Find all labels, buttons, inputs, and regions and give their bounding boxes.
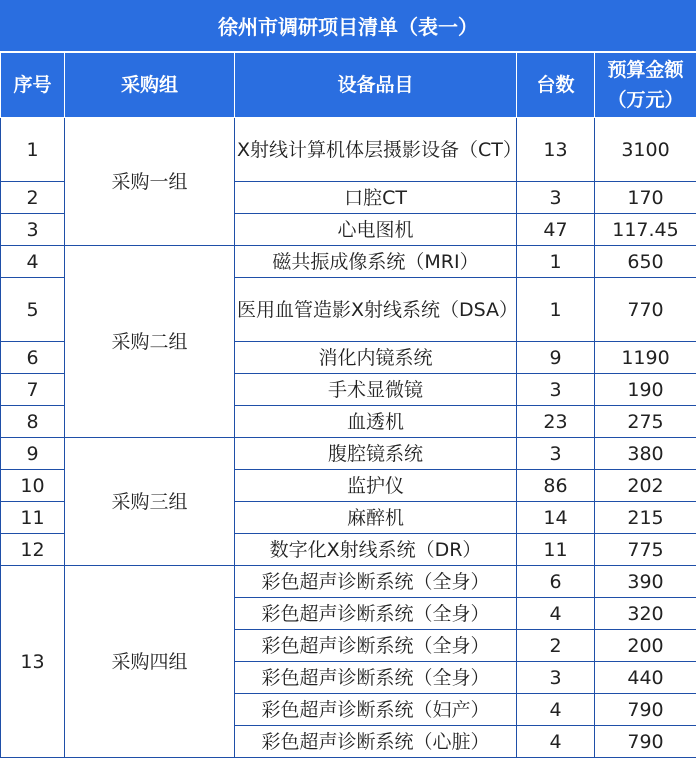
row-item: 医用血管造影X射线系统（DSA）	[235, 278, 517, 342]
row-count: 1	[517, 278, 595, 342]
row-budget: 790	[595, 726, 696, 758]
row-item: 彩色超声诊断系统（全身）	[235, 566, 517, 598]
table-row	[1, 566, 696, 598]
header-count: 台数	[517, 53, 595, 118]
row-budget: 275	[595, 406, 696, 438]
row-budget: 440	[595, 662, 696, 694]
row-item: 彩色超声诊断系统（全身）	[235, 630, 517, 662]
row-count: 3	[517, 438, 595, 470]
row-index: 8	[1, 406, 65, 438]
row-budget: 1190	[595, 342, 696, 374]
row-budget: 117.45	[595, 214, 696, 246]
row-count: 11	[517, 534, 595, 566]
row-count: 3	[517, 182, 595, 214]
row-count: 9	[517, 342, 595, 374]
table-row	[1, 246, 696, 278]
row-index: 4	[1, 246, 65, 278]
table-title: 徐州市调研项目清单（表一）	[0, 0, 696, 52]
row-index: 3	[1, 214, 65, 246]
row-budget: 390	[595, 566, 696, 598]
row-budget: 200	[595, 630, 696, 662]
row-count: 47	[517, 214, 595, 246]
row-item: X射线计算机体层摄影设备（CT）	[235, 118, 517, 182]
header-budget: 预算金额（万元）	[595, 53, 696, 118]
row-group: 采购一组	[65, 118, 235, 246]
row-item: 数字化X射线系统（DR）	[235, 534, 517, 566]
row-item: 监护仪	[235, 470, 517, 502]
row-item: 腹腔镜系统	[235, 438, 517, 470]
row-budget: 320	[595, 598, 696, 630]
row-count: 14	[517, 502, 595, 534]
row-budget: 790	[595, 694, 696, 726]
row-count: 4	[517, 694, 595, 726]
project-table	[0, 52, 696, 758]
row-index: 6	[1, 342, 65, 374]
row-index: 7	[1, 374, 65, 406]
row-budget: 3100	[595, 118, 696, 182]
row-item: 麻醉机	[235, 502, 517, 534]
row-count: 6	[517, 566, 595, 598]
row-count: 86	[517, 470, 595, 502]
header-group: 采购组	[65, 53, 235, 118]
row-budget: 770	[595, 278, 696, 342]
row-index: 9	[1, 438, 65, 470]
row-count: 4	[517, 598, 595, 630]
row-count: 1	[517, 246, 595, 278]
table-row	[1, 118, 696, 182]
row-budget: 202	[595, 470, 696, 502]
row-item: 磁共振成像系统（MRI）	[235, 246, 517, 278]
header-item: 设备品目	[235, 53, 517, 118]
row-group: 采购四组	[65, 566, 235, 758]
row-count: 4	[517, 726, 595, 758]
row-index: 13	[1, 566, 65, 758]
row-index: 5	[1, 278, 65, 342]
table-row	[1, 438, 696, 470]
row-budget: 215	[595, 502, 696, 534]
row-group: 采购三组	[65, 438, 235, 566]
row-index: 11	[1, 502, 65, 534]
row-item: 彩色超声诊断系统（心脏）	[235, 726, 517, 758]
row-item: 手术显微镜	[235, 374, 517, 406]
row-item: 彩色超声诊断系统（全身）	[235, 598, 517, 630]
row-budget: 650	[595, 246, 696, 278]
row-budget: 380	[595, 438, 696, 470]
row-item: 彩色超声诊断系统（妇产）	[235, 694, 517, 726]
row-count: 23	[517, 406, 595, 438]
row-budget: 775	[595, 534, 696, 566]
row-item: 心电图机	[235, 214, 517, 246]
row-group: 采购二组	[65, 246, 235, 438]
row-budget: 170	[595, 182, 696, 214]
row-index: 10	[1, 470, 65, 502]
header-row	[1, 53, 696, 118]
row-index: 2	[1, 182, 65, 214]
row-item: 彩色超声诊断系统（全身）	[235, 662, 517, 694]
row-item: 口腔CT	[235, 182, 517, 214]
row-item: 消化内镜系统	[235, 342, 517, 374]
header-index: 序号	[1, 53, 65, 118]
row-count: 3	[517, 374, 595, 406]
row-count: 13	[517, 118, 595, 182]
row-index: 1	[1, 118, 65, 182]
row-count: 2	[517, 630, 595, 662]
row-count: 3	[517, 662, 595, 694]
row-budget: 190	[595, 374, 696, 406]
row-item: 血透机	[235, 406, 517, 438]
row-index: 12	[1, 534, 65, 566]
